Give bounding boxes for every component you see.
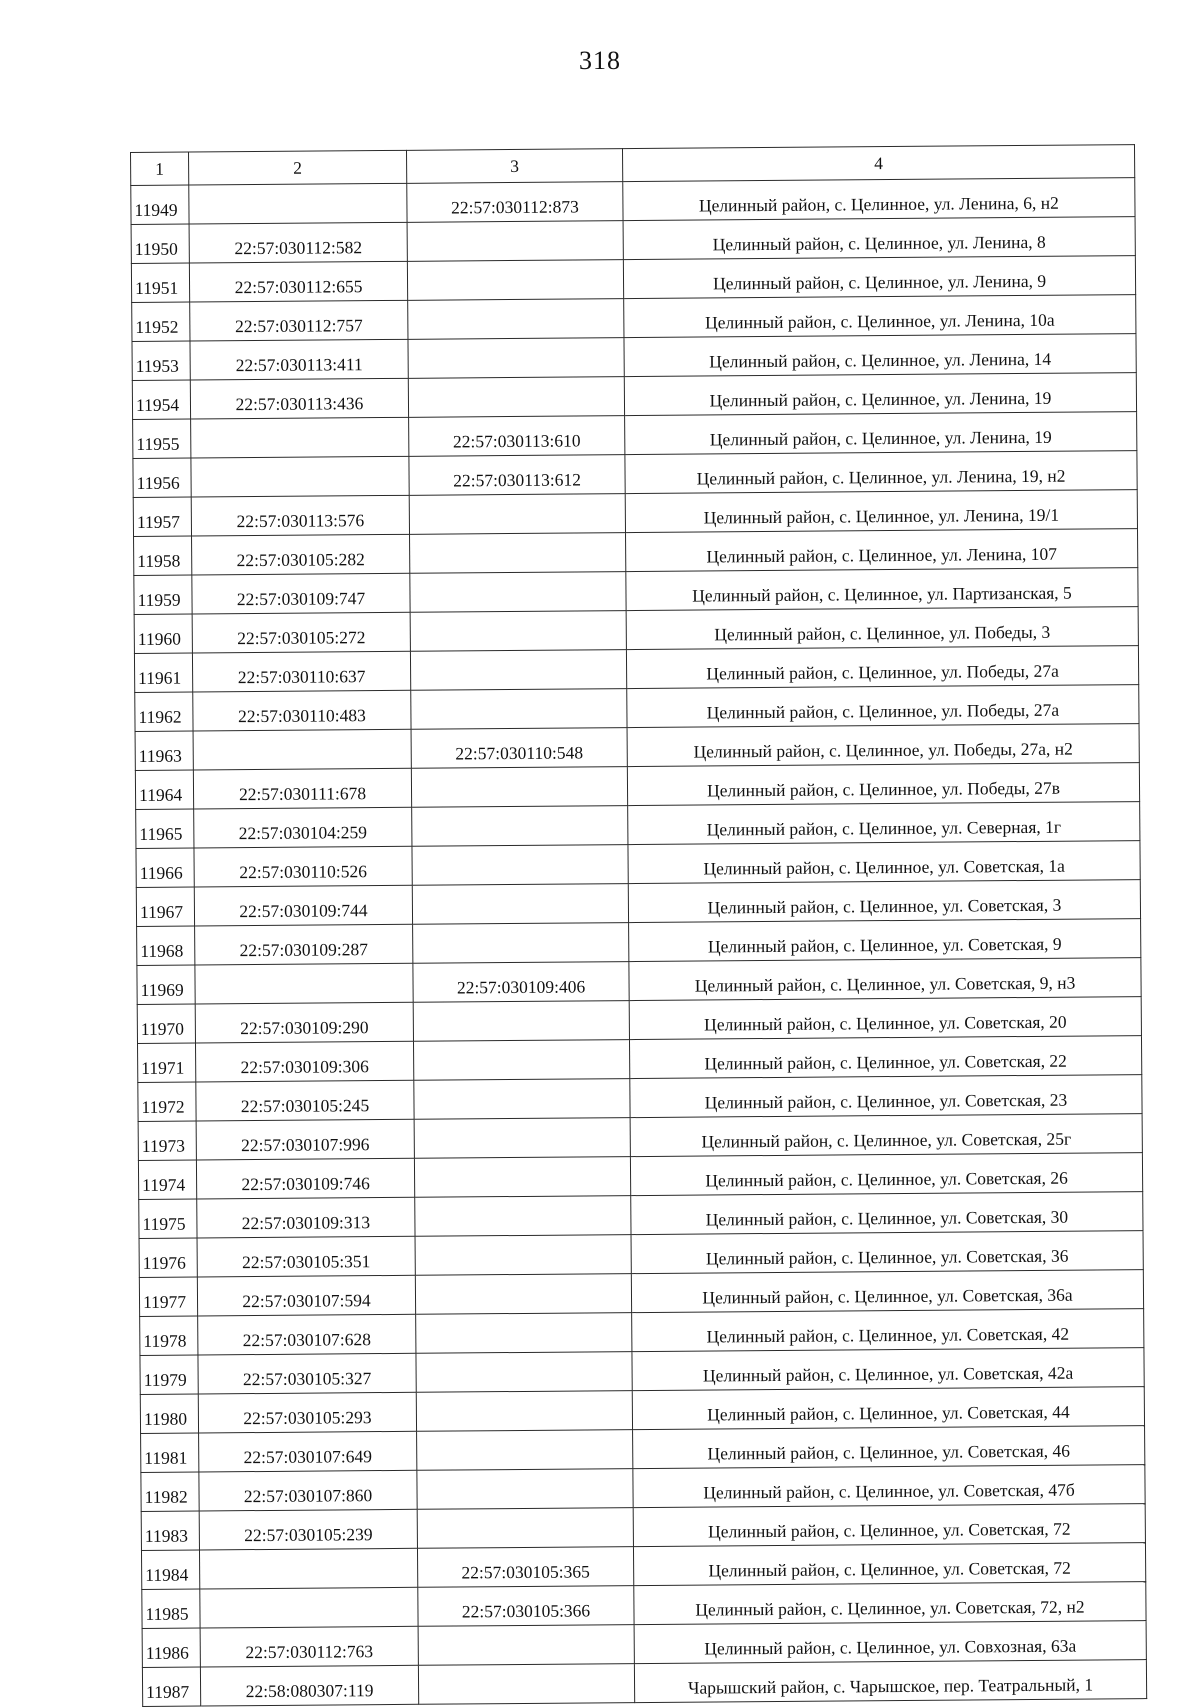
row-number-cell: 11950 [131, 224, 189, 263]
cadastral-number-alt-cell [411, 689, 627, 730]
cadastral-number-alt-cell [413, 1040, 629, 1081]
address-cell: Целинный район, с. Целинное, ул. Партизанская, 5 [626, 568, 1138, 611]
header-cell-1: 1 [131, 152, 189, 185]
header-cell-4: 4 [622, 145, 1134, 182]
row-number-cell: 11986 [142, 1628, 200, 1667]
address-cell: Целинный район, с. Целинное, ул. Совхозная, 63а [634, 1621, 1146, 1664]
row-number-cell: 11960 [134, 614, 192, 653]
cadastral-number-alt-cell [409, 494, 625, 535]
row-number-cell: 11980 [140, 1394, 198, 1433]
cadastral-number-cell: 22:57:030111:678 [193, 768, 411, 809]
cadastral-number-cell: 22:57:030110:637 [192, 651, 410, 692]
row-number-cell: 11972 [138, 1082, 196, 1121]
address-cell: Целинный район, с. Целинное, ул. Победы, 27в [627, 763, 1139, 806]
row-number-cell: 11987 [142, 1667, 200, 1706]
address-cell: Целинный район, с. Целинное, ул. Советская, 9 [629, 919, 1141, 962]
address-cell: Целинный район, с. Целинное, ул. Победы, 27а [626, 646, 1138, 689]
cadastral-number-alt-cell [408, 377, 624, 418]
cadastral-number-cell: 22:57:030112:757 [190, 300, 408, 341]
cadastral-number-alt-cell [408, 299, 624, 340]
address-cell: Целинный район, с. Целинное, ул. Ленина, 19 [624, 373, 1136, 416]
header-cell-3: 3 [406, 149, 622, 184]
cadastral-number-alt-cell [408, 338, 624, 379]
cadastral-number-cell: 22:57:030113:411 [190, 339, 408, 380]
row-number-cell: 11971 [138, 1043, 196, 1082]
row-number-cell: 11966 [136, 848, 194, 887]
row-number-cell: 11969 [137, 965, 195, 1004]
address-cell: Целинный район, с. Целинное, ул. Ленина, 10а [624, 295, 1136, 338]
address-cell: Целинный район, с. Целинное, ул. Ленина, 107 [626, 529, 1138, 572]
page-number: 318 [579, 46, 621, 75]
cadastral-number-cell [199, 1548, 417, 1589]
row-number-cell: 11973 [138, 1121, 196, 1160]
row-number-cell: 11977 [139, 1277, 197, 1316]
row-number-cell: 11975 [139, 1199, 197, 1238]
address-cell: Целинный район, с. Целинное, ул. Советская, 23 [630, 1075, 1142, 1118]
address-cell: Целинный район, с. Целинное, ул. Советская, 47б [633, 1465, 1145, 1508]
address-cell: Целинный район, с. Целинное, ул. Советская, 72 [633, 1504, 1145, 1547]
row-number-cell: 11956 [133, 458, 191, 497]
address-cell: Целинный район, с. Целинное, ул. Советская, 42а [632, 1348, 1144, 1391]
cadastral-number-alt-cell [414, 1079, 630, 1120]
cadastral-number-alt-cell: 22:57:030113:612 [409, 455, 625, 496]
cadastral-number-cell: 22:58:080307:119 [200, 1665, 418, 1706]
address-cell: Целинный район, с. Целинное, ул. Советская, 3 [628, 880, 1140, 923]
table-row [142, 1660, 1146, 1707]
row-number-cell: 11953 [132, 341, 190, 380]
row-number-cell: 11979 [140, 1355, 198, 1394]
cadastral-number-cell: 22:57:030112:763 [200, 1626, 418, 1667]
address-cell: Целинный район, с. Целинное, ул. Советская, 22 [629, 1036, 1141, 1079]
cadastral-number-cell: 22:57:030109:744 [194, 885, 412, 926]
cadastral-number-alt-cell [413, 923, 629, 964]
cadastral-number-cell [191, 456, 409, 497]
address-cell: Целинный район, с. Целинное, ул. Советская, 20 [629, 997, 1141, 1040]
row-number-cell: 11955 [133, 419, 191, 458]
cadastral-number-cell: 22:57:030110:483 [193, 690, 411, 731]
address-cell: Целинный район, с. Целинное, ул. Победы, 3 [626, 607, 1138, 650]
cadastral-number-cell: 22:57:030109:746 [196, 1158, 414, 1199]
address-cell: Целинный район, с. Целинное, ул. Ленина, 19 [625, 412, 1137, 455]
row-number-cell: 11981 [141, 1433, 199, 1472]
row-number-cell: 11961 [134, 653, 192, 692]
address-cell: Целинный район, с. Целинное, ул. Ленина, 19, н2 [625, 451, 1137, 494]
cadastral-number-alt-cell: 22:57:030105:365 [417, 1547, 633, 1588]
cadastral-number-cell: 22:57:030105:293 [198, 1392, 416, 1433]
row-number-cell: 11954 [132, 380, 190, 419]
address-cell: Целинный район, с. Целинное, ул. Ленина, 19/1 [625, 490, 1137, 533]
row-number-cell: 11982 [141, 1472, 199, 1511]
address-cell: Целинный район, с. Целинное, ул. Советская, 25г [630, 1114, 1142, 1157]
cadastral-number-alt-cell [416, 1391, 632, 1432]
row-number-cell: 11949 [131, 185, 189, 224]
row-number-cell: 11965 [136, 809, 194, 848]
cadastral-number-alt-cell [414, 1118, 630, 1159]
cadastral-number-alt-cell [412, 884, 628, 925]
cadastral-number-alt-cell [412, 806, 628, 847]
cadastral-number-cell: 22:57:030107:628 [198, 1314, 416, 1355]
row-number-cell: 11978 [140, 1316, 198, 1355]
cadastral-number-alt-cell [410, 650, 626, 691]
cadastral-number-cell [189, 183, 407, 224]
address-cell: Целинный район, с. Целинное, ул. Северная, 1г [628, 802, 1140, 845]
cadastral-number-cell: 22:57:030112:582 [189, 222, 407, 263]
cadastral-number-cell: 22:57:030107:649 [199, 1431, 417, 1472]
row-number-cell: 11957 [133, 497, 191, 536]
address-cell: Целинный район, с. Целинное, ул. Победы, 27а, н2 [627, 724, 1139, 767]
cadastral-number-cell: 22:57:030113:576 [191, 495, 409, 536]
cadastral-number-cell: 22:57:030105:239 [199, 1509, 417, 1550]
address-cell: Целинный район, с. Целинное, ул. Советская, 42 [632, 1309, 1144, 1352]
cadastral-number-alt-cell [415, 1196, 631, 1237]
cadastral-number-alt-cell [417, 1508, 633, 1549]
cadastral-number-alt-cell [418, 1664, 634, 1705]
row-number-cell: 11968 [137, 926, 195, 965]
cadastral-number-cell: 22:57:030105:327 [198, 1353, 416, 1394]
header-cell-2: 2 [189, 150, 407, 185]
address-cell: Целинный район, с. Целинное, ул. Советская, 44 [632, 1387, 1144, 1430]
row-number-cell: 11985 [142, 1589, 200, 1628]
cadastral-number-alt-cell [410, 572, 626, 613]
cadastral-number-cell: 22:57:030105:351 [197, 1236, 415, 1277]
cadastral-number-alt-cell [418, 1625, 634, 1666]
cadastral-number-cell: 22:57:030109:290 [195, 1002, 413, 1043]
address-cell: Целинный район, с. Целинное, ул. Советская, 36а [631, 1270, 1143, 1313]
cadastral-number-cell: 22:57:030113:436 [190, 378, 408, 419]
cadastral-number-alt-cell: 22:57:030110:548 [411, 728, 627, 769]
cadastral-number-alt-cell [417, 1430, 633, 1471]
address-cell: Целинный район, с. Целинное, ул. Советская, 26 [630, 1153, 1142, 1196]
address-cell: Целинный район, с. Целинное, ул. Ленина, 6, н2 [623, 178, 1135, 221]
row-number-cell: 11963 [135, 731, 193, 770]
cadastral-number-cell: 22:57:030107:594 [197, 1275, 415, 1316]
address-cell: Целинный район, с. Целинное, ул. Советская, 72, н2 [634, 1582, 1146, 1625]
cadastral-number-cell [195, 963, 413, 1004]
cadastral-number-cell: 22:57:030110:526 [194, 846, 412, 887]
cadastral-number-cell: 22:57:030104:259 [194, 807, 412, 848]
cadastral-number-cell: 22:57:030105:282 [192, 534, 410, 575]
address-cell: Целинный район, с. Целинное, ул. Ленина, 9 [623, 256, 1135, 299]
cadastral-number-alt-cell [415, 1235, 631, 1276]
address-cell: Целинный район, с. Целинное, ул. Советская, 72 [633, 1543, 1145, 1586]
address-cell: Чарышский район, с. Чарышское, пер. Театральный, 1 [634, 1660, 1146, 1703]
cadastral-number-alt-cell: 22:57:030109:406 [413, 962, 629, 1003]
cadastral-number-alt-cell [407, 260, 623, 301]
cadastral-number-alt-cell: 22:57:030105:366 [418, 1586, 634, 1627]
cadastral-number-alt-cell [410, 533, 626, 574]
address-cell: Целинный район, с. Целинное, ул. Советская, 1а [628, 841, 1140, 884]
address-cell: Целинный район, с. Целинное, ул. Победы, 27а [627, 685, 1139, 728]
address-cell: Целинный район, с. Целинное, ул. Советская, 36 [631, 1231, 1143, 1274]
row-number-cell: 11976 [139, 1238, 197, 1277]
row-number-cell: 11952 [132, 302, 190, 341]
cadastral-number-alt-cell [414, 1157, 630, 1198]
cadastral-number-cell: 22:57:030109:313 [197, 1197, 415, 1238]
cadastral-number-alt-cell [416, 1313, 632, 1354]
cadastral-number-alt-cell [416, 1352, 632, 1393]
cadastral-number-cell: 22:57:030109:306 [195, 1041, 413, 1082]
cadastral-number-cell [200, 1587, 418, 1628]
address-cell: Целинный район, с. Целинное, ул. Ленина, 8 [623, 217, 1135, 260]
address-cell: Целинный район, с. Целинное, ул. Ленина, 14 [624, 334, 1136, 377]
cadastral-number-cell [193, 729, 411, 770]
cadastral-number-alt-cell [413, 1001, 629, 1042]
cadastral-number-cell: 22:57:030107:860 [199, 1470, 417, 1511]
cadastral-number-alt-cell: 22:57:030113:610 [409, 416, 625, 457]
address-cell: Целинный район, с. Целинное, ул. Советская, 9, н3 [629, 958, 1141, 1001]
row-number-cell: 11951 [131, 263, 189, 302]
cadastral-number-alt-cell [411, 767, 627, 808]
cadastral-number-cell [191, 417, 409, 458]
registry-table [130, 144, 1147, 1707]
cadastral-number-cell: 22:57:030112:655 [189, 261, 407, 302]
cadastral-number-cell: 22:57:030109:747 [192, 573, 410, 614]
cadastral-number-alt-cell [410, 611, 626, 652]
cadastral-number-cell: 22:57:030107:996 [196, 1119, 414, 1160]
row-number-cell: 11974 [138, 1160, 196, 1199]
row-number-cell: 11958 [134, 536, 192, 575]
cadastral-number-alt-cell [407, 221, 623, 262]
row-number-cell: 11962 [135, 692, 193, 731]
cadastral-number-cell: 22:57:030105:272 [192, 612, 410, 653]
cadastral-number-cell: 22:57:030109:287 [195, 924, 413, 965]
cadastral-number-alt-cell [415, 1274, 631, 1315]
cadastral-number-alt-cell: 22:57:030112:873 [407, 182, 623, 223]
cadastral-number-alt-cell [417, 1469, 633, 1510]
row-number-cell: 11984 [141, 1550, 199, 1589]
address-cell: Целинный район, с. Целинное, ул. Советская, 30 [631, 1192, 1143, 1235]
cadastral-number-cell: 22:57:030105:245 [196, 1080, 414, 1121]
row-number-cell: 11964 [135, 770, 193, 809]
row-number-cell: 11983 [141, 1511, 199, 1550]
row-number-cell: 11959 [134, 575, 192, 614]
row-number-cell: 11970 [137, 1004, 195, 1043]
address-cell: Целинный район, с. Целинное, ул. Советская, 46 [633, 1426, 1145, 1469]
row-number-cell: 11967 [136, 887, 194, 926]
cadastral-number-alt-cell [412, 845, 628, 886]
